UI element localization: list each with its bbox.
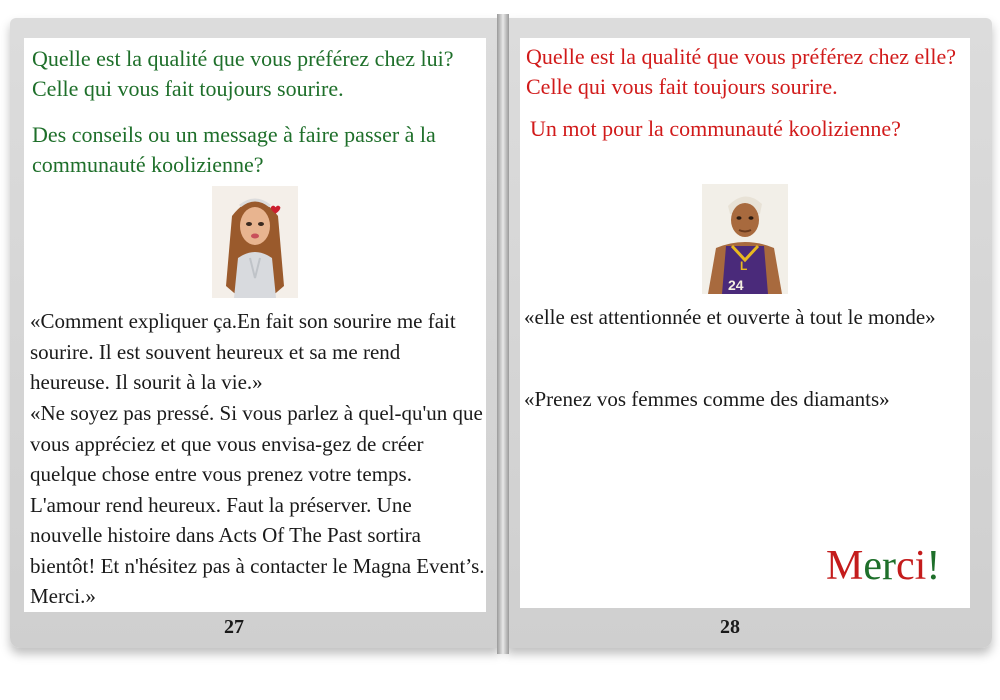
female-avatar-image: [212, 186, 298, 298]
merci-part-1: M: [826, 543, 864, 589]
right-page-number: 28: [720, 616, 740, 638]
left-answer-message: «Ne soyez pas pressé. Si vous parlez à quel-qu'un que vous appréciez et que vous envisa-gez de créer quelque chose entre vous prenez votre temps. L'amour rend heureux. Faut la préserver. Une nouvelle histoire dans Acts Of The Past sortira bientôt! Et n'hésitez pas à contacter le Magna Event’s. Merci.»: [30, 401, 485, 608]
right-page-sheet: [520, 38, 970, 608]
merci-part-4: !: [926, 543, 941, 589]
svg-text:24: 24: [728, 277, 744, 293]
left-question-message: Des conseils ou un message à faire passer à la communauté koolizienne?: [32, 122, 436, 177]
left-page-sheet: [24, 38, 486, 612]
merci-part-2: er: [863, 543, 896, 589]
merci-signoff: [826, 542, 940, 590]
male-avatar-image: [702, 184, 788, 294]
left-page-number: 27: [224, 616, 244, 638]
left-question-quality: Quelle est la qualité que vous préférez chez lui? Celle qui vous fait toujours sourire.: [32, 46, 454, 101]
right-question-quality: Quelle est la qualité que vous préférez chez elle? Celle qui vous fait toujours sourire.: [526, 44, 956, 99]
right-answer-quality: «elle est attentionnée et ouverte à tout le monde»: [524, 305, 936, 329]
right-answer-message: «Prenez vos femmes comme des diamants»: [524, 387, 890, 411]
left-answer-quality: «Comment expliquer ça.En fait son sourire me fait sourire. Il est souvent heureux et sa me rend heureuse. Il sourit à la vie.»: [30, 309, 456, 394]
merci-part-3: ci: [896, 543, 927, 589]
right-question-message: Un mot pour la communauté koolizienne?: [530, 116, 901, 141]
svg-text:L: L: [740, 259, 748, 273]
book-spine: [497, 14, 509, 654]
